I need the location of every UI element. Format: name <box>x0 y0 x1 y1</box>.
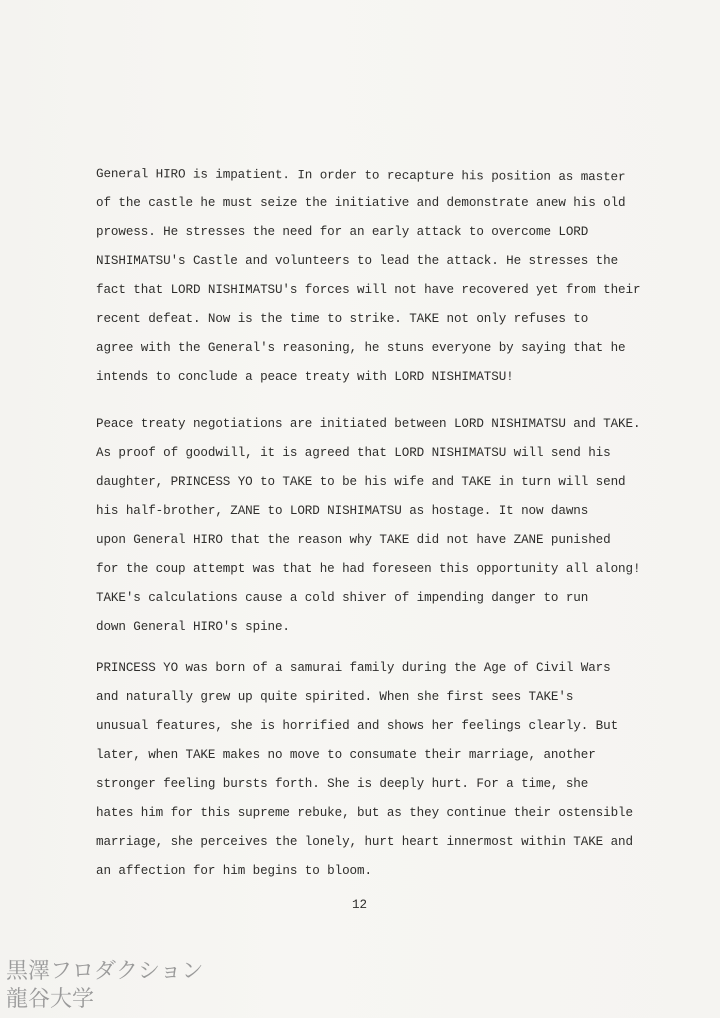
paragraph-line: stronger feeling bursts forth. She is deeply hurt. For a time, she <box>96 777 589 791</box>
paragraph-line: daughter, PRINCESS YO to TAKE to be his wife and TAKE in turn will send <box>96 475 626 489</box>
paragraph-line: agree with the General's reasoning, he stuns everyone by saying that he <box>96 341 626 355</box>
paragraph-line: Peace treaty negotiations are initiated between LORD NISHIMATSU and TAKE. <box>96 417 641 431</box>
paragraph-line: As proof of goodwill, it is agreed that LORD NISHIMATSU will send his <box>96 446 611 460</box>
watermark-line-1: 黒澤フロダクション <box>6 959 204 984</box>
paragraph-line: his half-brother, ZANE to LORD NISHIMATSU as hostage. It now dawns <box>96 504 589 518</box>
page-number: 12 <box>352 898 368 912</box>
archive-watermark <box>6 958 204 1014</box>
paragraph-line: and naturally grew up quite spirited. When she first sees TAKE's <box>96 690 574 704</box>
paragraph-line: hates him for this supreme rebuke, but as they continue their ostensible <box>96 806 633 820</box>
paragraph-1 <box>95 160 641 392</box>
paragraph-3 <box>96 654 636 886</box>
paragraph-line: marriage, she perceives the lonely, hurt heart innermost within TAKE and <box>96 835 633 849</box>
paragraph-line: for the coup attempt was that he had foreseen this opportunity all along! <box>96 562 641 576</box>
watermark-line-2: 龍谷大学 <box>6 987 95 1012</box>
paragraph-line: TAKE's calculations cause a cold shiver of impending danger to run <box>96 591 589 605</box>
paragraph-2 <box>96 410 641 642</box>
paragraph-line: intends to conclude a peace treaty with LORD NISHIMATSU! <box>96 370 514 384</box>
paragraph-line: PRINCESS YO was born of a samurai family during the Age of Civil Wars <box>96 661 611 675</box>
paragraph-line: of the castle he must seize the initiative and demonstrate anew his old <box>96 196 626 210</box>
paragraph-line: upon General HIRO that the reason why TAKE did not have ZANE punished <box>96 533 611 547</box>
paragraph-line: recent defeat. Now is the time to strike. TAKE not only refuses to <box>96 312 589 326</box>
paragraph-line: prowess. He stresses the need for an early attack to overcome LORD <box>96 225 589 239</box>
paragraph-line: unusual features, she is horrified and shows her feelings clearly. But <box>96 719 619 733</box>
paragraph-line: General HIRO is impatient. In order to recapture his position as master <box>95 167 626 185</box>
paragraph-line: down General HIRO's spine. <box>96 620 290 634</box>
paragraph-line: fact that LORD NISHIMATSU's forces will not have recovered yet from their <box>96 283 641 297</box>
paragraph-line: NISHIMATSU's Castle and volunteers to lead the attack. He stresses the <box>96 254 619 268</box>
paragraph-line: later, when TAKE makes no move to consumate their marriage, another <box>96 748 596 762</box>
paragraph-line: an affection for him begins to bloom. <box>96 864 372 878</box>
